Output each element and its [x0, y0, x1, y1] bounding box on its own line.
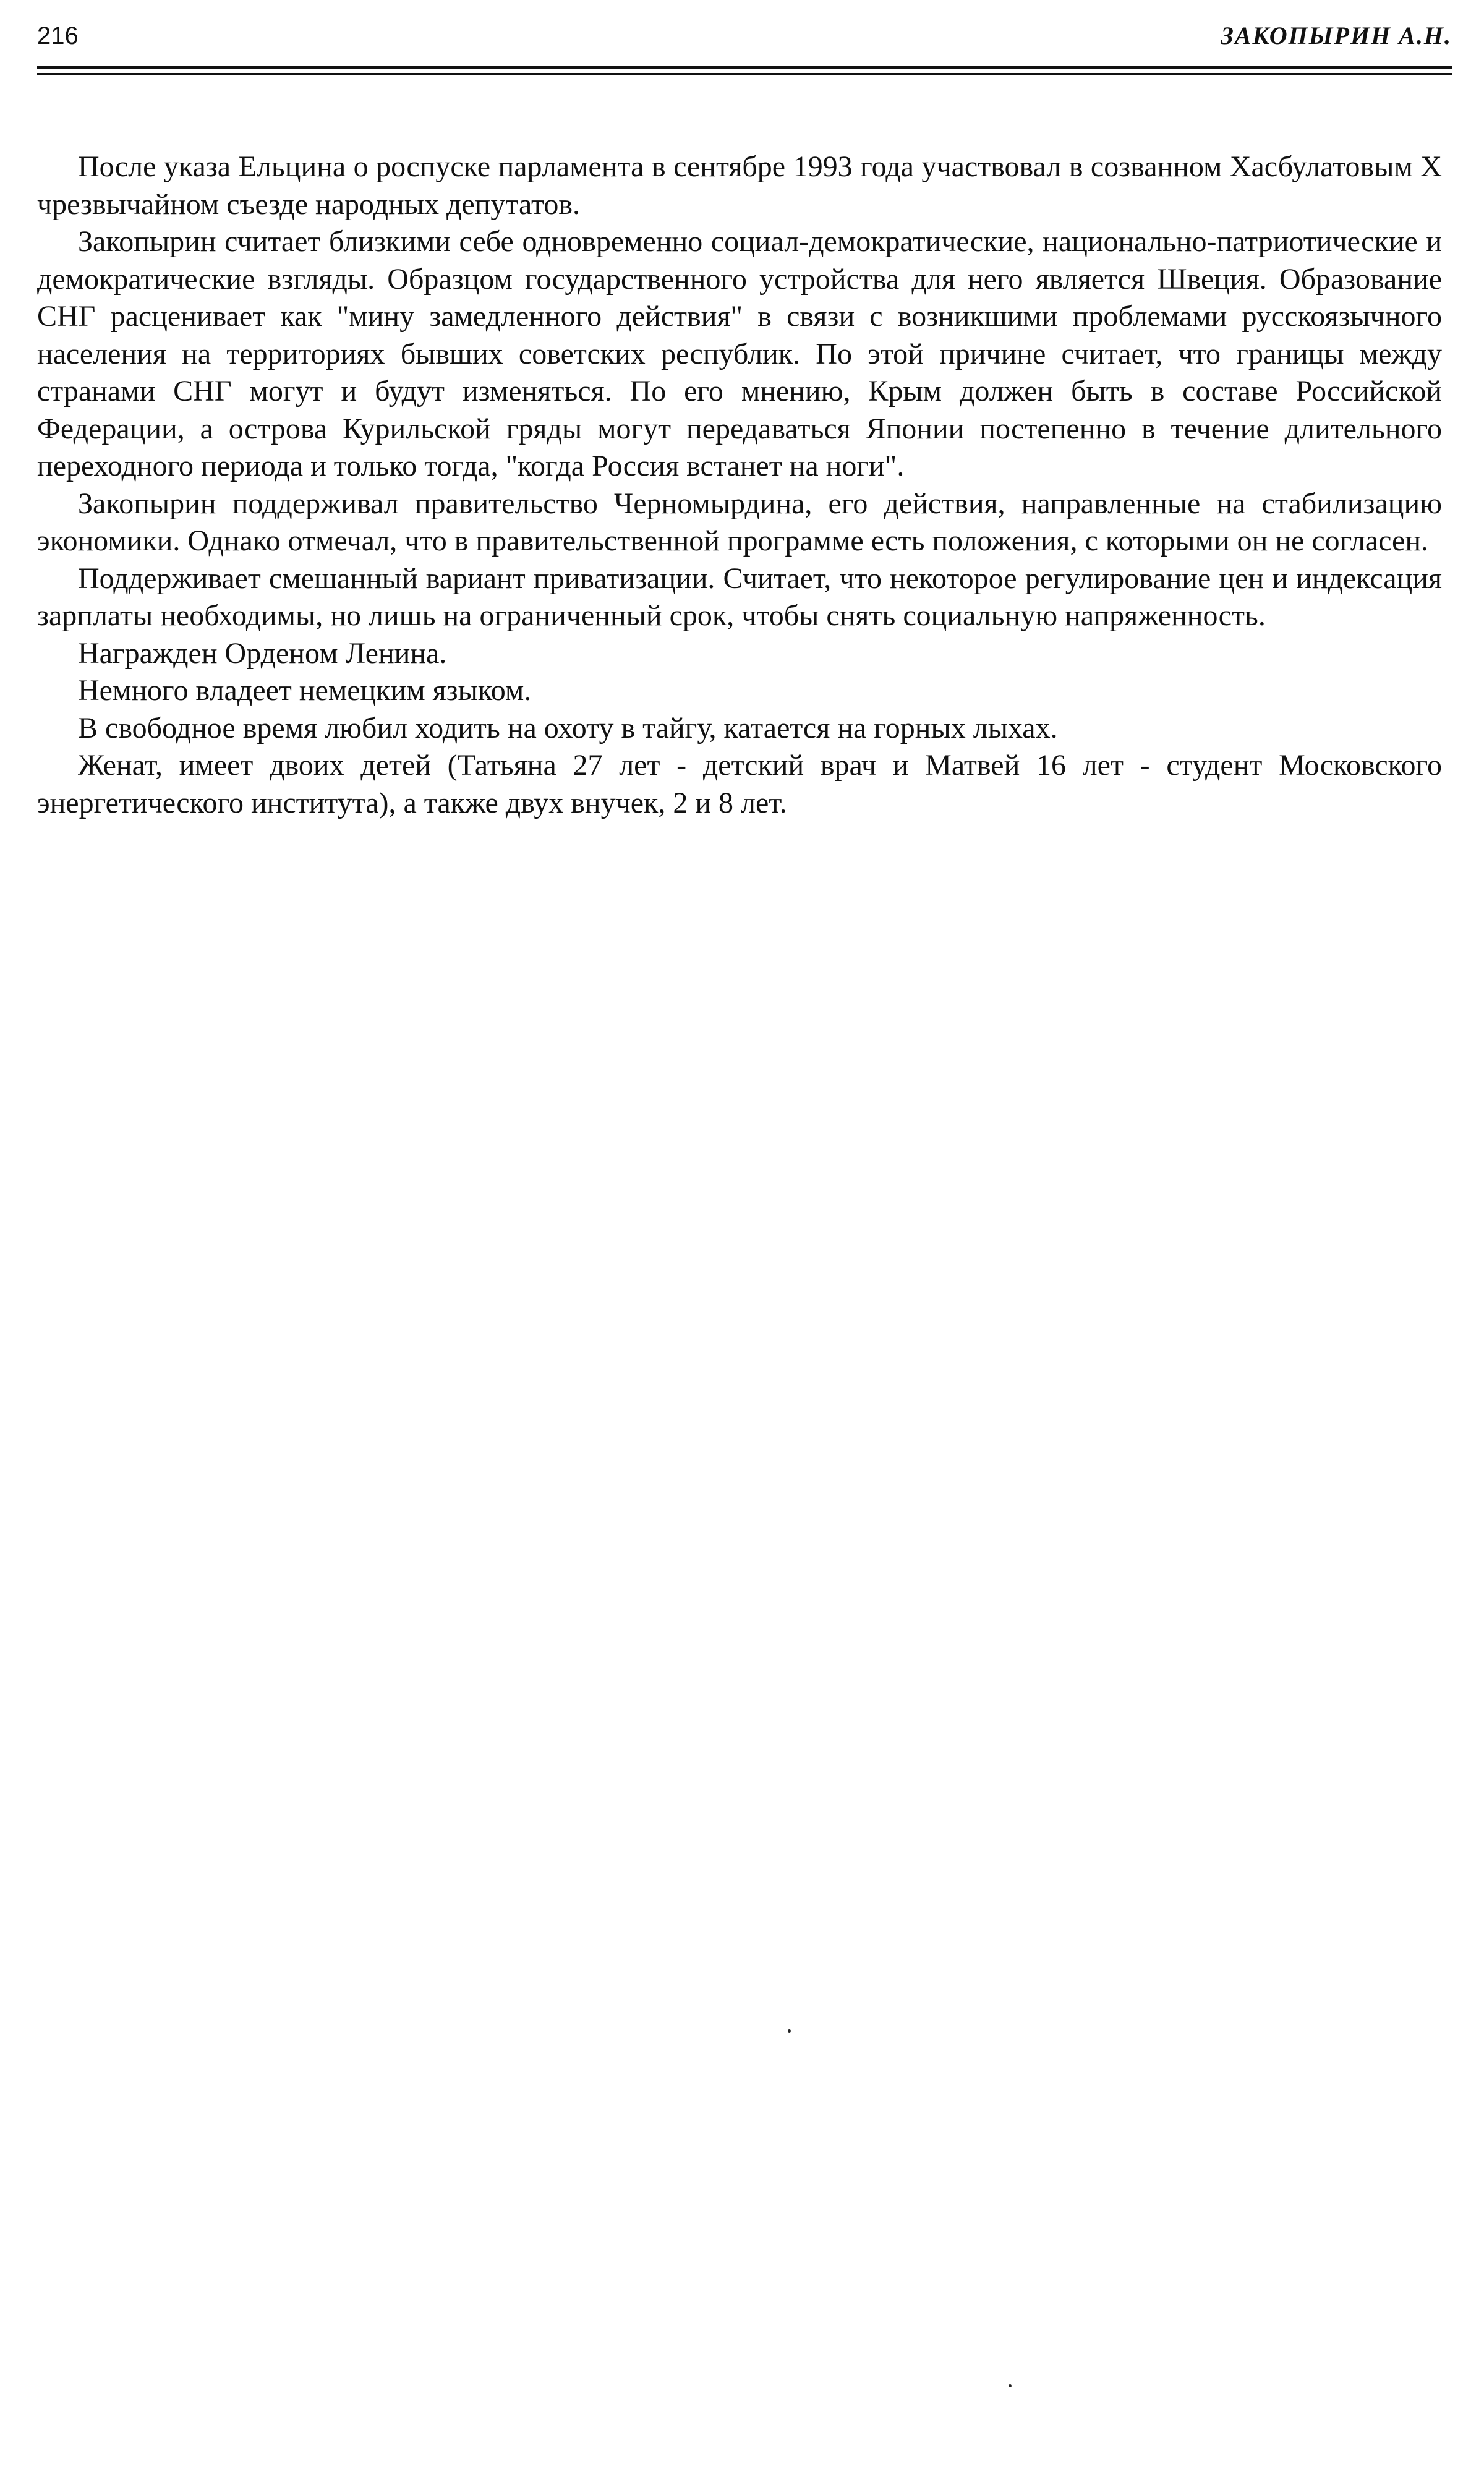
header-rule-thin [37, 73, 1452, 75]
running-title: ЗАКОПЫРИН А.Н. [1221, 22, 1452, 49]
paragraph-language: Немного владеет немецким языком. [78, 674, 532, 707]
paragraph-political-views: Закопырин считает близкими себе одновременно социал-демократические, национально-патриотические и демократические взгляды. Образцом государственного устройства для него является Швеция. Образование СНГ расценивает как "мину замедленного действия" в связи с возникшими проблемами русскоязычного населения на территориях бывших советских республик. По этой причине считает, что границы между странами СНГ могут и будут изменяться. По его мнению, Крым должен быть в составе Российской Федерации, а острова Курильской гряды могут передаваться Японии постепенно в течение длительного переходного периода и только тогда, "когда Россия встанет на ноги". [37, 225, 1442, 482]
paragraph-hobbies: В свободное время любил ходить на охоту в тайгу, катается на горных лыхах. [78, 711, 1058, 745]
header-rule-thick [37, 66, 1452, 69]
body-text [37, 148, 1442, 822]
paragraph-dissolution-congress: После указа Ельцина о роспуске парламента в сентябре 1993 года участвовал в созванном Хасбулатовым X чрезвычайном съезде народных депутатов. [37, 150, 1442, 221]
scan-speck [788, 2029, 791, 2033]
page-number: 216 [37, 22, 79, 49]
paragraph-award: Награжден Орденом Ленина. [78, 636, 447, 670]
scan-speck [1009, 2384, 1012, 2387]
paragraph-family: Женат, имеет двоих детей (Татьяна 27 лет - детский врач и Матвей 16 лет - студент Московского энергетического института), а также двух внучек, 2 и 8 лет. [37, 749, 1442, 819]
page-header [37, 17, 1452, 54]
paragraph-government-support: Закопырин поддерживал правительство Черномырдина, его действия, направленные на стабилизацию экономики. Однако отмечал, что в правительственной программе есть положения, с которыми он не согласен. [37, 487, 1442, 557]
paragraph-privatization: Поддерживает смешанный вариант приватизации. Считает, что некоторое регулирование цен и индексация зарплаты необходимы, но лишь на ограниченный срок, чтобы снять социальную напряженность. [37, 561, 1442, 632]
